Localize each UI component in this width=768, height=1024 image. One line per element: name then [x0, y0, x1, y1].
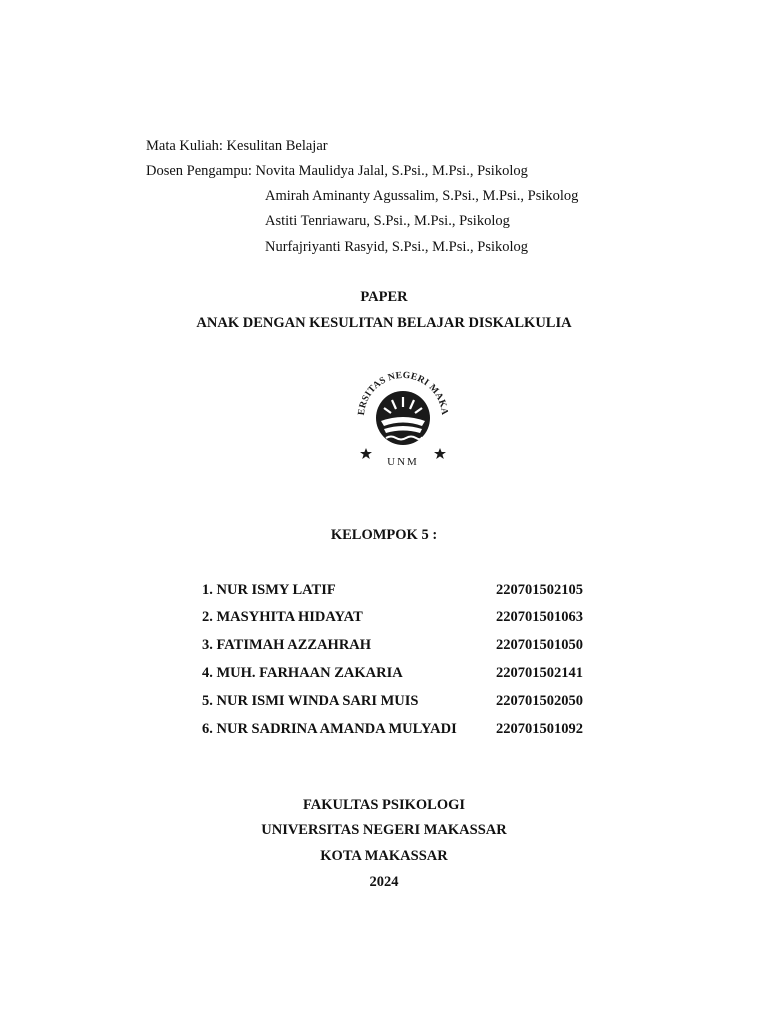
member-name: 1. NUR ISMY LATIF	[202, 582, 336, 598]
seal-bottom-text: UNM	[387, 456, 419, 468]
city-name: KOTA MAKASSAR	[320, 848, 448, 864]
paper-kind: PAPER	[360, 289, 408, 305]
course-line: Mata Kuliah: Kesulitan Belajar	[146, 138, 328, 154]
member-name: 4. MUH. FARHAAN ZAKARIA	[202, 665, 403, 681]
member-name: 6. NUR SADRINA AMANDA MULYADI	[202, 721, 457, 737]
lecturer-name: Nurfajriyanti Rasyid, S.Psi., M.Psi., Psikolog	[265, 239, 529, 255]
seal-ring-text: ERSITAS NEGERI MAKA	[355, 369, 451, 416]
member-name: 5. NUR ISMI WINDA SARI MUIS	[202, 693, 419, 709]
lecturer-name: Astiti Tenriawaru, S.Psi., M.Psi., Psikolog	[265, 213, 510, 229]
lecturers-line-1	[146, 162, 528, 180]
member-nim: 220701501050	[496, 637, 583, 653]
member-nim: 220701501063	[496, 609, 583, 625]
member-nim: 220701501092	[496, 721, 583, 737]
group-label: KELOMPOK 5 :	[330, 527, 438, 543]
faculty-name: FAKULTAS PSIKOLOGI	[302, 797, 466, 813]
year: 2024	[369, 874, 399, 890]
member-nim: 220701502050	[496, 693, 583, 709]
lecturers-label: Dosen Pengampu:	[146, 163, 256, 179]
member-nim: 220701502105	[496, 582, 583, 598]
unm-university-seal-icon	[348, 363, 458, 471]
paper-title: ANAK DENGAN KESULITAN BELAJAR DISKALKULIA	[196, 315, 572, 331]
lecturer-name: Amirah Aminanty Agussalim, S.Psi., M.Psi., Psikolog	[265, 188, 579, 204]
member-nim: 220701502141	[496, 665, 583, 681]
member-name: 2. MASYHITA HIDAYAT	[202, 609, 363, 625]
university-name: UNIVERSITAS NEGERI MAKASSAR	[261, 822, 507, 838]
member-name: 3. FATIMAH AZZAHRAH	[202, 637, 372, 653]
lecturer-name: Novita Maulidya Jalal, S.Psi., M.Psi., Psikolog	[255, 163, 528, 179]
